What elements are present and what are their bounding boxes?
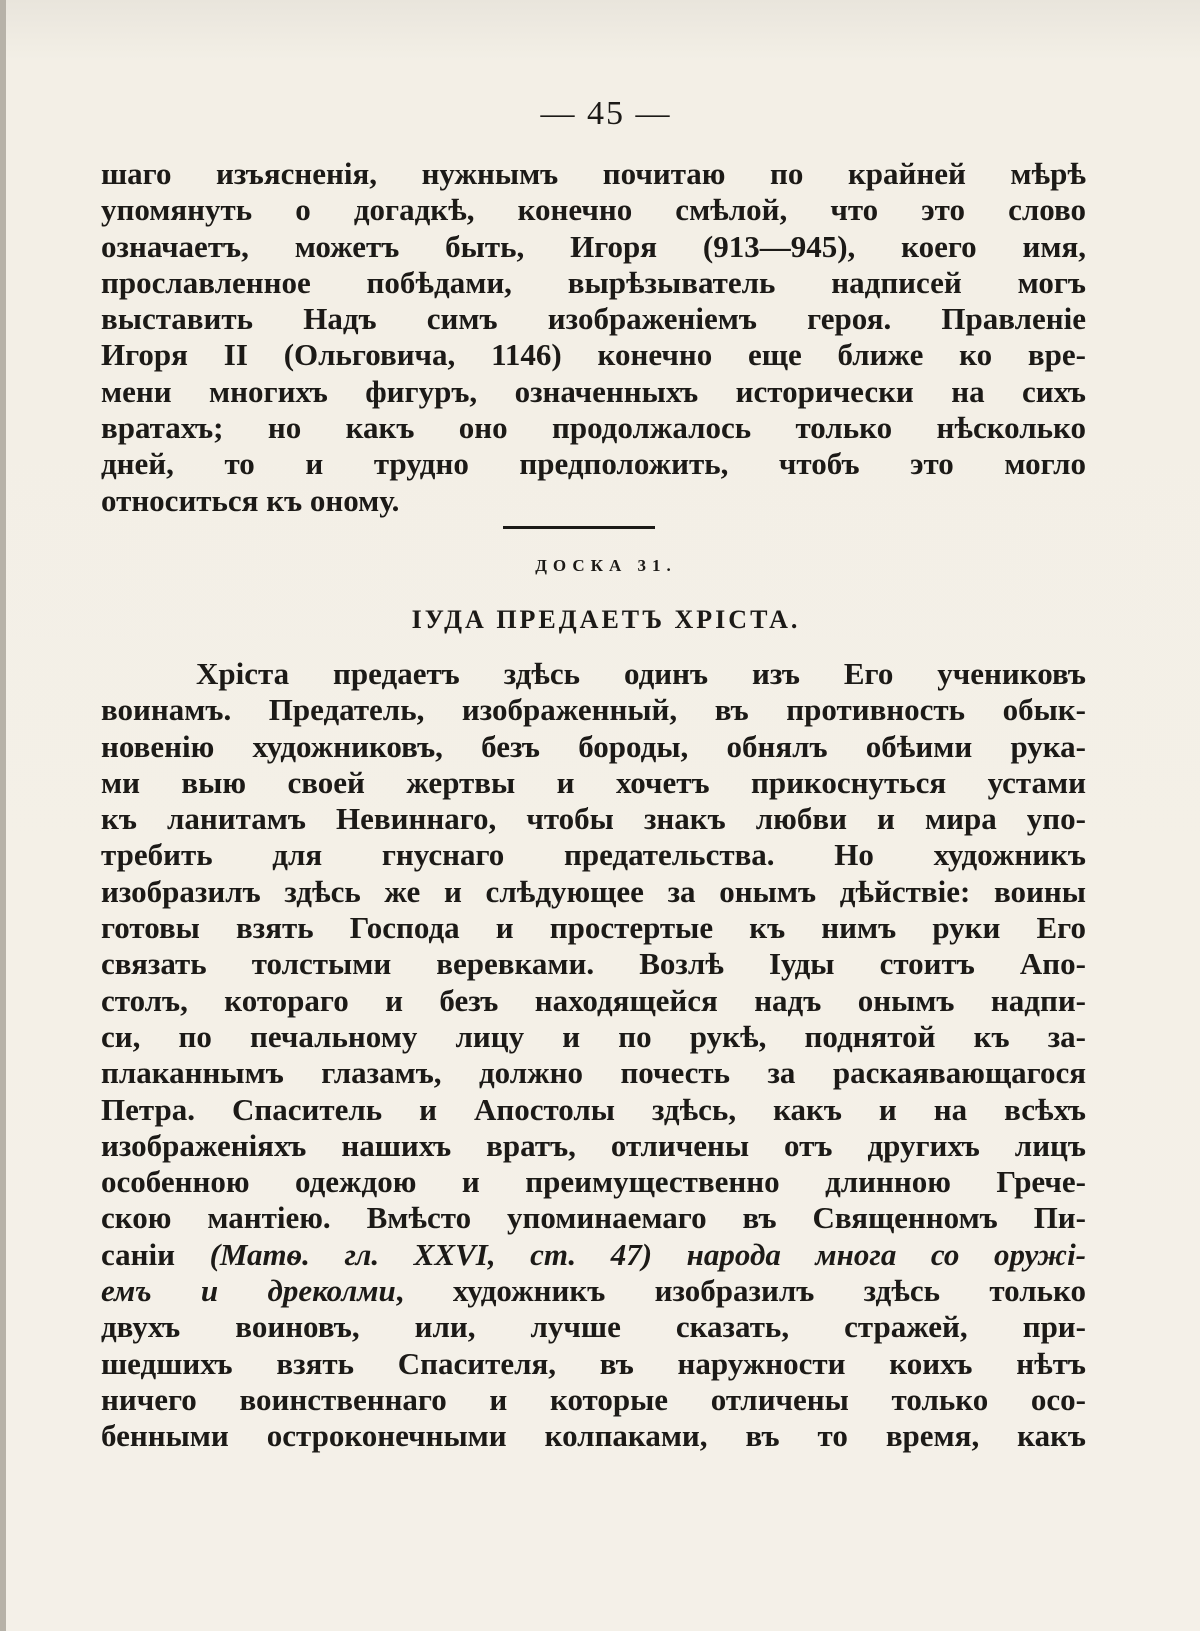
text-line: вратахъ; но какъ оно продолжалось только нѣсколько: [101, 410, 1086, 446]
text-line: двухъ воиновъ, или, лучше сказать, стражей, при-: [101, 1309, 1086, 1345]
continued-paragraph: [101, 156, 1086, 519]
text-line: требить для гнуснаго предательства. Но художникъ: [101, 837, 1086, 873]
text-line: шедшихъ взять Спасителя, въ наружности коихъ нѣтъ: [101, 1345, 1086, 1381]
scripture-citation: (Матѳ. гл. XXVI, ст. 47) народа многа со оружі-: [209, 1236, 1087, 1272]
text-line-with-citation: [101, 1273, 1086, 1309]
text-line: бенными остроконечными колпаками, въ то время, какъ: [101, 1418, 1086, 1454]
plate-label: ДОСКА 31.: [535, 556, 677, 575]
text-line: столъ, котораго и безъ находящейся надъ онымъ надпи-: [101, 982, 1086, 1018]
text-line: Хріста предаетъ здѣсь одинъ изъ Его учениковъ: [196, 656, 1086, 691]
text-line: воинамъ. Предатель, изображенный, въ противность обык-: [101, 692, 1086, 728]
plate-title: ІУДА ПРЕДАЕТЪ ХРІСТА.: [411, 605, 801, 634]
text-line: изобразилъ здѣсь же и слѣдующее за онымъ дѣйствіе: воины: [101, 873, 1086, 909]
text-line: шаго изъясненія, нужнымъ почитаю по крайней мѣрѣ: [101, 156, 1086, 191]
text-line: относиться къ оному.: [101, 482, 400, 518]
text-line: изображеніяхъ нашихъ вратъ, отличены отъ другихъ лицъ: [101, 1127, 1086, 1163]
text-line: новенію художниковъ, безъ бороды, обнялъ обѣими рука-: [101, 728, 1086, 764]
text-line: связать толстыми веревками. Возлѣ Іуды стоитъ Апо-: [101, 946, 1086, 982]
text-line: готовы взять Господа и простертые къ нимъ руки Его: [101, 910, 1086, 946]
text-line: Игоря II (Ольговича, 1146) конечно еще ближе ко вре-: [101, 337, 1086, 373]
text-line: ми выю своей жертвы и хочетъ прикоснуться устами: [101, 764, 1086, 800]
plate-description: [101, 656, 1086, 1455]
text-line: означаетъ, можетъ быть, Игоря (913—945), коего имя,: [101, 228, 1086, 264]
text-line: ничего воинственнаго и которые отличены только осо-: [101, 1381, 1086, 1417]
page-number: — 45 —: [540, 95, 672, 132]
text-line: мени многихъ фигуръ, означенныхъ исторически на сихъ: [101, 373, 1086, 409]
text-fragment: саніи: [101, 1236, 175, 1272]
text-line: упомянуть о догадкѣ, конечно смѣлой, что это слово: [101, 192, 1086, 228]
text-line: скою мантіею. Вмѣсто упоминаемаго въ Священномъ Пи-: [101, 1200, 1086, 1236]
text-fragment: , художникъ изобразилъ здѣсь только: [395, 1273, 1086, 1309]
text-line: си, по печальному лицу и по рукѣ, поднятой къ за-: [101, 1018, 1086, 1054]
text-line: плаканнымъ глазамъ, должно почесть за раскаявающагося: [101, 1055, 1086, 1091]
text-line: Петра. Спаситель и Апостолы здѣсь, какъ и на всѣхъ: [101, 1091, 1086, 1127]
text-line: особенною одеждою и преимущественно длинною Грече-: [101, 1164, 1086, 1200]
text-line: къ ланитамъ Невиннаго, чтобы знакъ любви и мира упо-: [101, 801, 1086, 837]
text-line-with-citation: [101, 1237, 1086, 1273]
text-line: выставить Надъ симъ изображеніемъ героя. Правленіе: [101, 301, 1086, 337]
section-divider: [503, 526, 655, 529]
text-line: прославленное побѣдами, вырѣзыватель надписей могъ: [101, 264, 1086, 300]
text-line: дней, то и трудно предположить, чтобъ это могло: [101, 446, 1086, 482]
scripture-citation: емъ и дреколми: [101, 1273, 396, 1309]
